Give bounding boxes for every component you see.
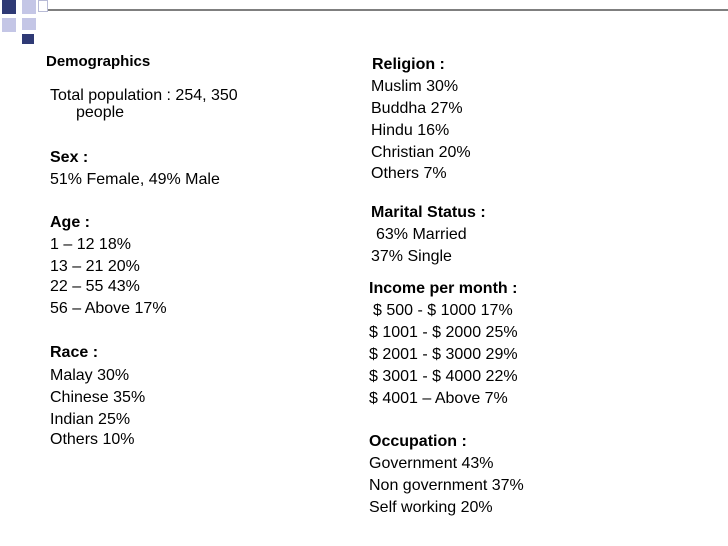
income-item: $ 2001 - $ 3000 29% [369,346,518,363]
population-line-2: people [76,104,125,121]
age-item: 13 – 21 20% [50,258,140,275]
sex-value: 51% Female, 49% Male [50,171,220,188]
age-heading: Age : [50,214,90,231]
occupation-item: Government 43% [369,455,494,472]
religion-item: Muslim 30% [371,78,459,95]
religion-item: Christian 20% [371,144,471,161]
religion-item: Others 7% [371,165,447,182]
income-item: $ 4001 – Above 7% [369,390,508,407]
income-item: $ 1001 - $ 2000 25% [369,324,518,341]
race-item: Chinese 35% [50,389,146,406]
race-item: Malay 30% [50,367,130,384]
age-item: 1 – 12 18% [50,236,131,253]
race-heading: Race : [50,344,99,361]
race-item: Others 10% [50,431,135,448]
religion-item: Hindu 16% [371,122,450,139]
corner-square-lavender-2 [2,18,16,32]
corner-square-navy-2 [22,34,34,44]
age-item: 56 – Above 17% [50,300,167,317]
race-item: Indian 25% [50,411,131,428]
occupation-item: Non government 37% [369,477,524,494]
corner-square-lavender-3 [22,18,36,30]
income-item: $ 3001 - $ 4000 22% [369,368,518,385]
age-item: 22 – 55 43% [50,278,140,295]
corner-square-white-1 [38,0,48,12]
corner-square-navy-1 [2,0,16,14]
demographics-title: Demographics [46,53,151,70]
marital-item: 63% Married [376,226,467,243]
marital-heading: Marital Status : [371,204,486,221]
income-item: $ 500 - $ 1000 17% [373,302,513,319]
occupation-item: Self working 20% [369,499,493,516]
income-heading: Income per month : [369,280,518,297]
occupation-heading: Occupation : [369,433,467,450]
religion-item: Buddha 27% [371,100,463,117]
corner-square-lavender-1 [22,0,36,14]
sex-heading: Sex : [50,149,89,166]
population-line-1: Total population : 254, 350 [50,87,238,104]
marital-item: 37% Single [371,248,452,265]
religion-heading: Religion : [372,56,445,73]
top-rule [48,9,728,11]
